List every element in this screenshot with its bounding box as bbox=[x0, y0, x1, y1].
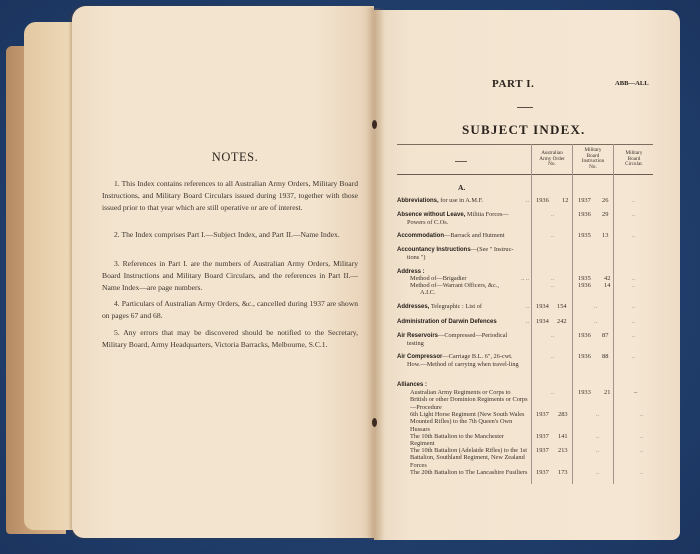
subject-column-header bbox=[455, 161, 467, 162]
page-range-header: ABB—ALL bbox=[615, 80, 649, 87]
aao-column-header: Australian Army Order No. bbox=[539, 150, 565, 168]
book-spine bbox=[366, 8, 384, 540]
index-entry: Administration of Darwin Defences .. bbox=[397, 318, 529, 325]
table-header-rule bbox=[397, 174, 653, 175]
note-3: 3. References in Part I. are the numbers of Australian Army Orders, Military Board Instructions and Military Board Circulars, and the references in Part II.—Name Index—are page numbers. bbox=[102, 259, 358, 292]
part-title: PART I. bbox=[492, 78, 535, 90]
column-divider bbox=[531, 144, 532, 484]
mbc-column-header: Military Board Circular. bbox=[624, 150, 643, 168]
index-entry: Air Reservoirs—Compressed—Periodical testing bbox=[397, 332, 508, 348]
table-top-rule bbox=[397, 144, 653, 145]
index-subentry: Australian Army Regiments or Corps to British or other Dominion Regiments or Corps—Procedure bbox=[410, 389, 528, 411]
notes-heading: NOTES. bbox=[211, 150, 259, 164]
section-letter: A. bbox=[458, 183, 466, 192]
index-entry: Absence without Leave, Militia Forces— Powers of C.Os. bbox=[397, 211, 509, 227]
mbi-column-header: Military Board Instruction No. bbox=[581, 147, 605, 170]
binding-hole-icon bbox=[372, 120, 377, 129]
binding-hole-icon bbox=[372, 418, 377, 427]
index-title: SUBJECT INDEX. bbox=[462, 122, 586, 137]
note-2: 2. The Index comprises Part I.—Subject Index, and Part II.—Name Index. bbox=[114, 230, 340, 239]
index-entry: Addresses, Telegraphic : List of .. bbox=[397, 303, 529, 310]
index-entry: Abbreviations, for use in A.M.F. .. bbox=[397, 197, 529, 204]
index-subentry: The 10th Battalion (Adelaide Rifles) to the 1st Battalion, Southland Regiment, New Zealand Forces bbox=[410, 447, 527, 469]
index-entry: Address : bbox=[397, 269, 425, 275]
index-subentry: 6th Light Horse Regiment (New South Wales Mounted Rifles) to the 7th Queen's Own Hussars bbox=[410, 411, 525, 433]
index-subentry: Method of—Warrant Officers, &c., A.I.C. bbox=[410, 282, 499, 297]
note-5: 5. Any errors that may be discovered should be notified to the Secretary, Military Board, Army Headquarters, Victoria Barracks, Melbourne, S.C.1. bbox=[102, 328, 358, 349]
column-divider bbox=[613, 144, 614, 484]
index-entry: Alliances : bbox=[397, 382, 428, 388]
index-subentry: The 20th Battalion to The Lancashire Fusiliers bbox=[410, 469, 528, 476]
divider bbox=[517, 107, 533, 108]
note-4: 4. Particulars of Australian Army Orders, &c., cancelled during 1937 are shown on pages 67 and 68. bbox=[102, 299, 358, 320]
index-subentry: Method of—Brigadier .. .. bbox=[410, 275, 529, 282]
index-subentry: The 10th Battalion to the Manchester Regiment bbox=[410, 433, 504, 448]
column-divider bbox=[572, 144, 573, 484]
note-1: 1. This Index contains references to all Australian Army Orders, Military Board Instructions, and Military Board Circulars issued during 1937, together with those issued prior to that year which are still operative or are of interest. bbox=[102, 179, 358, 212]
index-entry: Accommodation—Barrack and Hutment bbox=[397, 232, 505, 239]
index-entry: Air Compressor—Carriage B.L. 6", 26-cwt. How.—Method of carrying when travel-ling bbox=[397, 353, 519, 369]
index-entry: Accountancy Instructions—(See " Instruc- tions ") bbox=[397, 246, 514, 262]
